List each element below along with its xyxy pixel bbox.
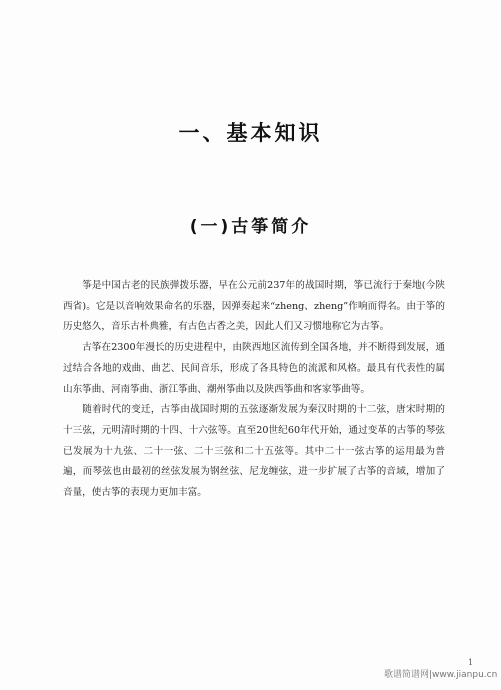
- paragraph-1: 筝是中国古老的民族弹拨乐器，早在公元前237年的战国时期，筝已流行于秦地(今陕西省)。它是以音响效果命名的乐器，因弹奏起来“zheng、zheng”作响而得名。由于筝的历史悠久，音乐古朴典雅，有古色古香之美，因此人们又习惯地称它为古筝。: [63, 280, 445, 333]
- page-number: 1: [468, 658, 474, 667]
- paragraph-2: 古筝在2300年漫长的历史进程中，由陕西地区流传到全国各地，并不断得到发展，通过结合各地的戏曲、曲艺、民间音乐，形成了各具特色的流派和风格。最具有代表性的属山东筝曲、河南筝曲、浙江筝曲、潮州筝曲以及陕西筝曲和客家筝曲等。: [63, 342, 445, 395]
- paragraph-3: 随着时代的变迁，古筝由战国时期的五弦逐渐发展为秦汉时期的十二弦，唐宋时期的十三弦，元明清时期的十四、十六弦等。直至20世纪60年代开始，通过变革的古筝的琴弦已发展为十九弦、二十一弦、二十三弦和二十五弦等。其中二十一弦古筝的运用最为普遍，而琴弦也由最初的丝弦发展为钢丝弦、尼龙缠弦，进一步扩展了古筝的音域，增加了音量，使古筝的表现力更加丰富。: [63, 404, 445, 499]
- chapter-title: 一、基本知识: [178, 121, 323, 145]
- section-title: (一)古筝简介: [189, 217, 312, 237]
- body-text: [63, 276, 445, 504]
- site-watermark: 歌谱简谱网|www.jianpu.cn: [384, 670, 498, 680]
